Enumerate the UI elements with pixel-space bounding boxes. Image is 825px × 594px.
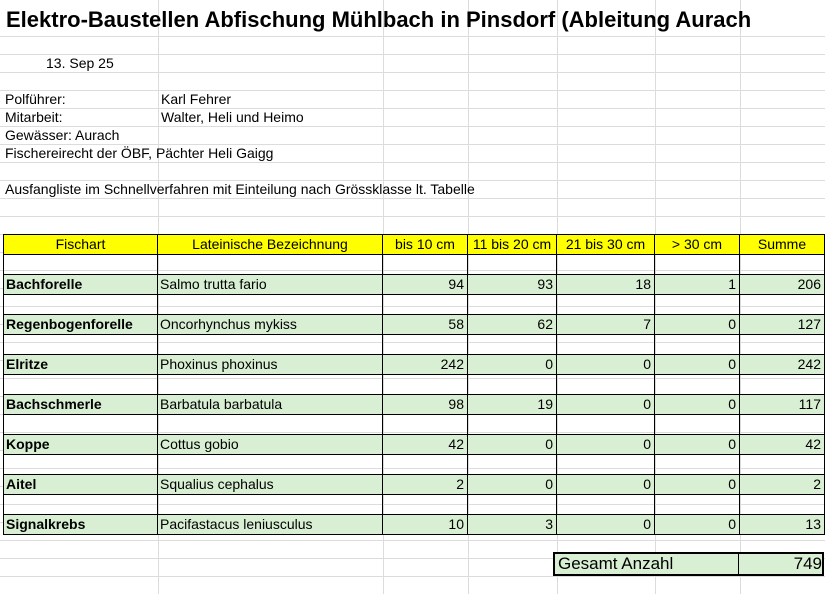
count-bis-10[interactable]: 58 bbox=[383, 314, 468, 334]
empty-cell[interactable] bbox=[557, 374, 655, 394]
sum-cell[interactable]: 13 bbox=[740, 514, 825, 534]
empty-cell[interactable] bbox=[383, 254, 468, 274]
count-21-30[interactable]: 0 bbox=[557, 474, 655, 494]
empty-cell[interactable] bbox=[655, 294, 740, 314]
count-11-20[interactable]: 93 bbox=[468, 274, 557, 294]
polfuehrer-value[interactable]: Karl Fehrer bbox=[161, 91, 232, 107]
fischart-cell[interactable]: Bachschmerle bbox=[3, 394, 158, 414]
empty-cell[interactable] bbox=[468, 494, 557, 514]
sum-cell[interactable]: 127 bbox=[740, 314, 825, 334]
empty-cell[interactable] bbox=[158, 494, 383, 514]
sum-cell[interactable]: 206 bbox=[740, 274, 825, 294]
mitarbeit-label[interactable]: Mitarbeit: bbox=[5, 109, 63, 125]
latin-name-cell[interactable]: Salmo trutta fario bbox=[158, 274, 383, 294]
fischart-cell[interactable]: Bachforelle bbox=[3, 274, 158, 294]
count-bis-10[interactable]: 94 bbox=[383, 274, 468, 294]
count-21-30[interactable]: 0 bbox=[557, 514, 655, 534]
empty-cell[interactable] bbox=[468, 374, 557, 394]
sum-cell[interactable]: 242 bbox=[740, 354, 825, 374]
grid-row-line bbox=[0, 216, 825, 217]
empty-cell[interactable] bbox=[468, 414, 557, 434]
empty-cell[interactable] bbox=[557, 494, 655, 514]
grid-row-line bbox=[0, 72, 825, 73]
count-21-30[interactable]: 0 bbox=[557, 394, 655, 414]
empty-cell[interactable] bbox=[158, 374, 383, 394]
count-11-20[interactable]: 0 bbox=[468, 354, 557, 374]
grid-row-line bbox=[0, 108, 825, 109]
count-21-30[interactable]: 18 bbox=[557, 274, 655, 294]
latin-name-cell[interactable]: Squalius cephalus bbox=[158, 474, 383, 494]
latin-name-cell[interactable]: Oncorhynchus mykiss bbox=[158, 314, 383, 334]
fischereirecht-cell[interactable]: Fischereirecht der ÖBF, Pächter Heli Gaigg bbox=[5, 145, 274, 161]
count-over-30[interactable]: 1 bbox=[655, 274, 740, 294]
empty-cell[interactable] bbox=[557, 254, 655, 274]
empty-cell[interactable] bbox=[158, 334, 383, 354]
empty-cell[interactable] bbox=[557, 334, 655, 354]
empty-cell[interactable] bbox=[557, 454, 655, 474]
empty-cell[interactable] bbox=[383, 334, 468, 354]
empty-cell[interactable] bbox=[3, 294, 158, 314]
header-11-20[interactable]: 11 bis 20 cm bbox=[468, 234, 557, 254]
empty-cell[interactable] bbox=[383, 494, 468, 514]
sum-cell[interactable]: 117 bbox=[740, 394, 825, 414]
empty-cell[interactable] bbox=[3, 254, 158, 274]
grid-row-line bbox=[0, 90, 825, 91]
grid-row-line bbox=[0, 126, 825, 127]
count-21-30[interactable]: 7 bbox=[557, 314, 655, 334]
empty-cell[interactable] bbox=[468, 454, 557, 474]
count-11-20[interactable]: 0 bbox=[468, 474, 557, 494]
empty-cell[interactable] bbox=[740, 294, 825, 314]
sum-cell[interactable]: 2 bbox=[740, 474, 825, 494]
empty-cell[interactable] bbox=[3, 494, 158, 514]
empty-cell[interactable] bbox=[3, 414, 158, 434]
count-over-30[interactable]: 0 bbox=[655, 434, 740, 454]
empty-cell[interactable] bbox=[383, 414, 468, 434]
count-over-30[interactable]: 0 bbox=[655, 474, 740, 494]
empty-cell[interactable] bbox=[3, 374, 158, 394]
table-border bbox=[3, 534, 825, 535]
empty-cell[interactable] bbox=[655, 334, 740, 354]
empty-cell[interactable] bbox=[655, 254, 740, 274]
sum-cell[interactable]: 42 bbox=[740, 434, 825, 454]
mitarbeit-value[interactable]: Walter, Heli und Heimo bbox=[161, 109, 304, 125]
empty-cell[interactable] bbox=[740, 254, 825, 274]
empty-cell[interactable] bbox=[383, 454, 468, 474]
empty-cell[interactable] bbox=[158, 254, 383, 274]
count-21-30[interactable]: 0 bbox=[557, 434, 655, 454]
grid-row-line bbox=[0, 540, 825, 541]
fischart-cell[interactable]: Elritze bbox=[3, 354, 158, 374]
empty-cell[interactable] bbox=[557, 414, 655, 434]
grid-row-line bbox=[0, 198, 825, 199]
header-21-30[interactable]: 21 bis 30 cm bbox=[557, 234, 655, 254]
count-11-20[interactable]: 19 bbox=[468, 394, 557, 414]
fischart-cell[interactable]: Regenbogenforelle bbox=[3, 314, 158, 334]
sheet-title[interactable]: Elektro-Baustellen Abfischung Mühlbach in Pinsdorf (Ableitung Aurach bbox=[6, 7, 752, 32]
empty-cell[interactable] bbox=[383, 374, 468, 394]
gewaesser-cell[interactable]: Gewässer: Aurach bbox=[5, 127, 120, 143]
empty-cell[interactable] bbox=[655, 414, 740, 434]
header-bis-10[interactable]: bis 10 cm bbox=[383, 234, 468, 254]
empty-cell[interactable] bbox=[3, 334, 158, 354]
count-bis-10[interactable]: 42 bbox=[383, 434, 468, 454]
total-label[interactable]: Gesamt Anzahl bbox=[558, 554, 674, 573]
header-latin[interactable]: Lateinische Bezeichnung bbox=[158, 234, 383, 254]
empty-cell[interactable] bbox=[383, 294, 468, 314]
empty-cell[interactable] bbox=[3, 454, 158, 474]
header-over-30[interactable]: > 30 cm bbox=[655, 234, 740, 254]
total-divider bbox=[738, 552, 739, 576]
count-over-30[interactable]: 0 bbox=[655, 514, 740, 534]
empty-cell[interactable] bbox=[740, 334, 825, 354]
count-over-30[interactable]: 0 bbox=[655, 394, 740, 414]
latin-name-cell[interactable]: Pacifastacus leniusculus bbox=[158, 514, 383, 534]
count-over-30[interactable]: 0 bbox=[655, 354, 740, 374]
empty-cell[interactable] bbox=[655, 374, 740, 394]
count-11-20[interactable]: 3 bbox=[468, 514, 557, 534]
total-value[interactable]: 749 bbox=[793, 554, 822, 573]
grid-row-line bbox=[0, 576, 825, 577]
latin-name-cell[interactable]: Phoxinus phoxinus bbox=[158, 354, 383, 374]
empty-cell[interactable] bbox=[158, 414, 383, 434]
grid-row-line bbox=[0, 54, 825, 55]
fischart-cell[interactable]: Aitel bbox=[3, 474, 158, 494]
fischart-cell[interactable]: Koppe bbox=[3, 434, 158, 454]
count-bis-10[interactable]: 242 bbox=[383, 354, 468, 374]
count-bis-10[interactable]: 98 bbox=[383, 394, 468, 414]
empty-cell[interactable] bbox=[468, 334, 557, 354]
date-cell[interactable]: 13. Sep 25 bbox=[46, 55, 114, 71]
empty-cell[interactable] bbox=[740, 494, 825, 514]
count-11-20[interactable]: 0 bbox=[468, 434, 557, 454]
header-fischart[interactable]: Fischart bbox=[3, 234, 158, 254]
grid-row-line bbox=[0, 36, 825, 37]
count-bis-10[interactable]: 2 bbox=[383, 474, 468, 494]
empty-cell[interactable] bbox=[655, 454, 740, 474]
latin-name-cell[interactable]: Barbatula barbatula bbox=[158, 394, 383, 414]
empty-cell[interactable] bbox=[740, 414, 825, 434]
empty-cell[interactable] bbox=[740, 454, 825, 474]
count-over-30[interactable]: 0 bbox=[655, 314, 740, 334]
empty-cell[interactable] bbox=[468, 294, 557, 314]
polfuehrer-label[interactable]: Polführer: bbox=[5, 91, 66, 107]
latin-name-cell[interactable]: Cottus gobio bbox=[158, 434, 383, 454]
empty-cell[interactable] bbox=[158, 294, 383, 314]
empty-cell[interactable] bbox=[468, 254, 557, 274]
count-bis-10[interactable]: 10 bbox=[383, 514, 468, 534]
grid-row-line bbox=[0, 162, 825, 163]
fischart-cell[interactable]: Signalkrebs bbox=[3, 514, 158, 534]
header-summe[interactable]: Summe bbox=[740, 234, 825, 254]
note-cell[interactable]: Ausfangliste im Schnellverfahren mit Einteilung nach Grössklasse lt. Tabelle bbox=[5, 181, 475, 197]
empty-cell[interactable] bbox=[557, 294, 655, 314]
empty-cell[interactable] bbox=[158, 454, 383, 474]
count-11-20[interactable]: 62 bbox=[468, 314, 557, 334]
empty-cell[interactable] bbox=[655, 494, 740, 514]
count-21-30[interactable]: 0 bbox=[557, 354, 655, 374]
empty-cell[interactable] bbox=[740, 374, 825, 394]
